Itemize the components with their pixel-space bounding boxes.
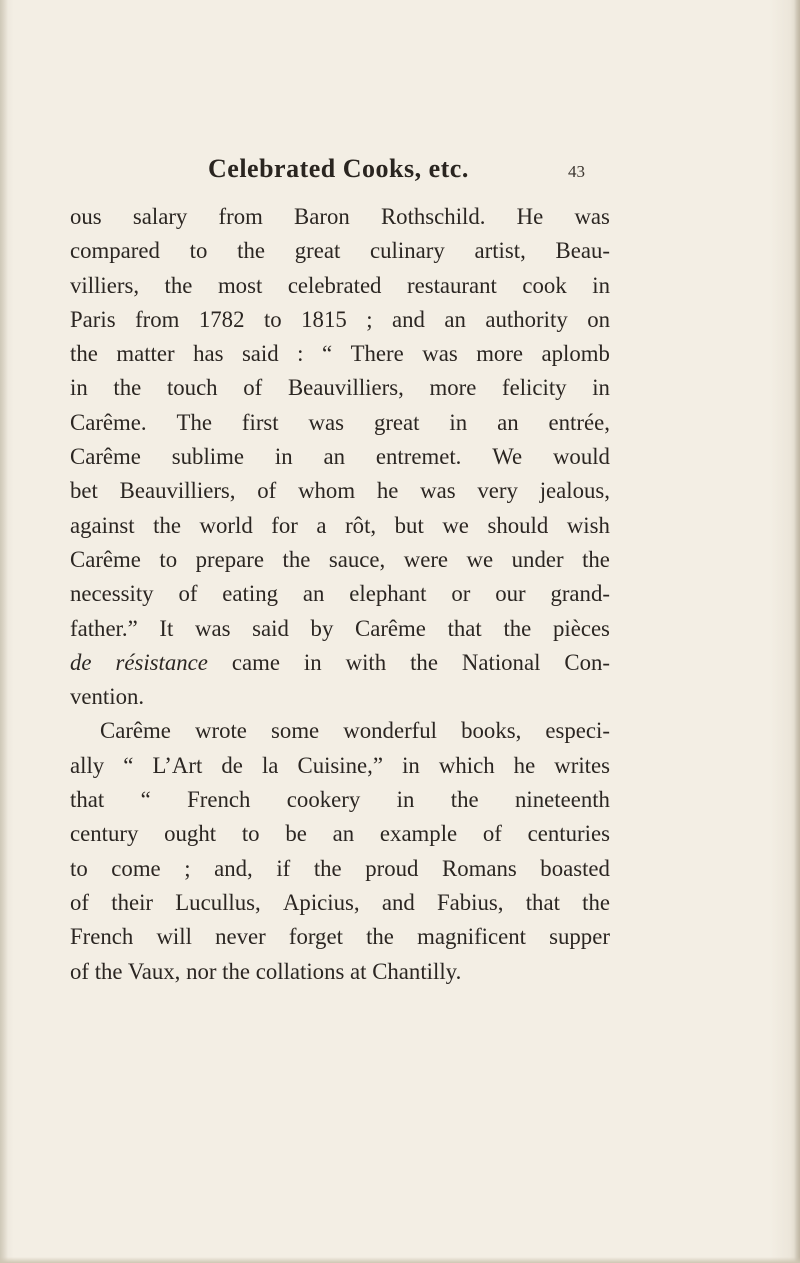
word: came [231,649,280,675]
word: pièces [552,615,610,641]
text-line [70,646,610,680]
word: in [70,375,88,401]
word: supper [549,924,610,950]
word: in [303,649,322,675]
word: Carême. [70,409,147,435]
word: their [111,889,154,915]
word: which [438,752,495,778]
word: Beauvilliers, [287,375,404,401]
word: villiers, [70,272,140,298]
running-title: Celebrated Cooks, etc. [208,154,469,183]
word: to [241,821,260,847]
word: in [592,375,610,401]
word: There [350,341,404,367]
word: ous [70,204,102,229]
word: was [420,478,456,504]
word: of [482,821,502,847]
word: the [313,855,342,881]
word: Beauvilliers, [119,478,236,504]
word: books, [461,718,522,744]
line-text: vention. [70,684,145,710]
word: He [516,204,544,229]
word: he [513,752,536,778]
word: from [218,204,263,229]
text-line [70,714,610,748]
word: matter [116,341,175,367]
page-number: 43 [568,162,585,181]
text-line [70,543,610,577]
word: was [422,341,458,367]
word: to [189,238,208,264]
text-line [70,886,610,920]
word: Carême [100,718,171,744]
word: in [396,787,415,813]
word: of [70,889,89,915]
word: more [476,341,524,367]
word: forget [288,924,343,950]
word: touch [166,375,218,401]
word: the [113,375,142,401]
word: father.” [70,615,138,641]
word: some [271,718,320,744]
word: an [332,821,355,847]
word: great [373,409,420,435]
text-line [70,852,610,886]
word: were [403,546,449,572]
word: most [217,272,263,298]
word: elephant [349,581,427,607]
word: Rothschild. [380,204,486,229]
word: Carême [70,444,141,470]
text-line [70,269,610,303]
word: culinary [370,238,445,264]
word: Baron [294,204,350,229]
word: Fabius, [436,889,504,915]
word: prepare [195,546,264,572]
text-line [70,817,610,851]
word: entrée, [548,409,610,435]
word: will [156,924,192,950]
text-line [70,680,610,714]
word: especi- [545,718,610,744]
word: jealous, [539,478,610,504]
text-line [70,612,610,646]
word: century [70,821,139,847]
italic-word: résistance [115,649,208,675]
word: more [429,375,477,401]
word: to [159,546,178,572]
word: that [525,889,560,915]
word: that [447,615,482,641]
word: would [552,444,610,470]
word: The [176,409,212,435]
word: Carême [355,615,426,641]
word: should [487,512,549,538]
text-line [70,920,610,954]
page-bottom-edge-shadow [0,1257,800,1263]
word: la [261,752,279,778]
word: necessity [70,581,154,607]
word: writes [554,752,610,778]
word: Con- [564,649,610,675]
word: artist, [474,238,526,264]
word: the [282,546,311,572]
word: with [345,649,387,675]
text-line [70,200,610,234]
word: Apicius, [282,889,360,915]
word: of [178,581,198,607]
word: but [394,512,424,538]
text-line [70,474,610,508]
word: 1815 [301,306,347,332]
word: Romans [442,855,517,881]
text-line [70,955,610,989]
word: Beau- [555,238,610,264]
word: “ [140,787,151,813]
word: said [252,615,289,641]
italic-word: de [70,649,92,675]
word: magnificent [417,924,526,950]
word: never [215,924,266,950]
word: and [381,889,415,915]
word: nineteenth [515,787,610,813]
word: world [199,512,253,538]
word: in [402,752,420,778]
word: boasted [540,855,610,881]
word: Cuisine,” [297,752,383,778]
word: the [153,512,181,538]
text-line [70,371,610,405]
word: salary [132,204,188,229]
word: cookery [286,787,361,813]
word: grand- [550,581,610,607]
word: was [195,615,231,641]
word: sauce, [328,546,386,572]
word: come [111,855,161,881]
word: the [164,272,193,298]
word: an [444,306,466,332]
word: 1782 [198,306,245,332]
word: a [316,512,327,538]
word: National [461,649,541,675]
word: centuries [527,821,610,847]
word: the [582,546,610,572]
word: ; [184,855,191,881]
word: to [70,855,88,881]
word: an [302,581,325,607]
word: an [323,444,346,470]
word: great [294,238,341,264]
word: the [503,615,532,641]
word: compared [70,238,160,264]
word: of [257,478,277,504]
word: whom [298,478,356,504]
text-line [70,406,610,440]
word: Paris [70,306,116,332]
word: or [451,581,471,607]
word: eating [222,581,278,607]
word: ought [164,821,217,847]
word: We [492,444,523,470]
text-line [70,509,610,543]
text-line [70,337,610,371]
word: proud [365,855,419,881]
word: : [297,341,304,367]
word: de [221,752,243,778]
word: rôt, [345,512,377,538]
word: It [159,615,174,641]
word: was [574,204,610,229]
word: was [308,409,345,435]
word: felicity [501,375,567,401]
text-line [70,577,610,611]
word: French [187,787,251,813]
word: under [511,546,564,572]
word: French [70,924,134,950]
word: for [271,512,298,538]
word: and, [214,855,253,881]
text-line [70,234,610,268]
word: we [442,512,469,538]
word: said [241,341,279,367]
word: that [70,787,105,813]
word: of [243,375,263,401]
word: the [70,341,98,367]
word: the [582,889,610,915]
word: very [477,478,518,504]
word: Lucullus, [175,889,261,915]
running-head [0,152,800,192]
word: wrote [195,718,247,744]
word: aplomb [541,341,610,367]
word: entremet. [375,444,462,470]
word: if [276,855,291,881]
word: cook [522,272,567,298]
word: restaurant [407,272,497,298]
word: we [466,546,494,572]
word: the [237,238,265,264]
text-line [70,303,610,337]
word: “ [321,341,333,367]
line-text: of the Vaux, nor the collations at Chantilly. [70,958,462,984]
word: celebrated [287,272,382,298]
word: authority [485,306,568,332]
word: the [450,787,479,813]
word: be [285,821,307,847]
text-line [70,440,610,474]
word: has [193,341,224,367]
word: in [274,444,293,470]
text-line [70,749,610,783]
body-text [70,200,610,989]
word: against [70,512,135,538]
word: ally [70,752,105,778]
word: the [366,924,394,950]
word: our [495,581,526,607]
word: L’Art [152,752,203,778]
word: in [449,409,468,435]
text-line [70,783,610,817]
word: ; [366,306,373,332]
word: example [379,821,458,847]
word: “ [123,752,134,778]
word: and [392,306,425,332]
word: from [135,306,180,332]
word: an [497,409,519,435]
word: bet [70,478,98,504]
word: on [587,306,610,332]
word: first [241,409,279,435]
word: in [592,272,610,298]
word: to [263,306,282,332]
word: wish [566,512,610,538]
word: by [310,615,334,641]
word: wonderful [343,718,437,744]
word: the [410,649,438,675]
word: sublime [171,444,244,470]
word: he [376,478,399,504]
word: Carême [70,546,141,572]
